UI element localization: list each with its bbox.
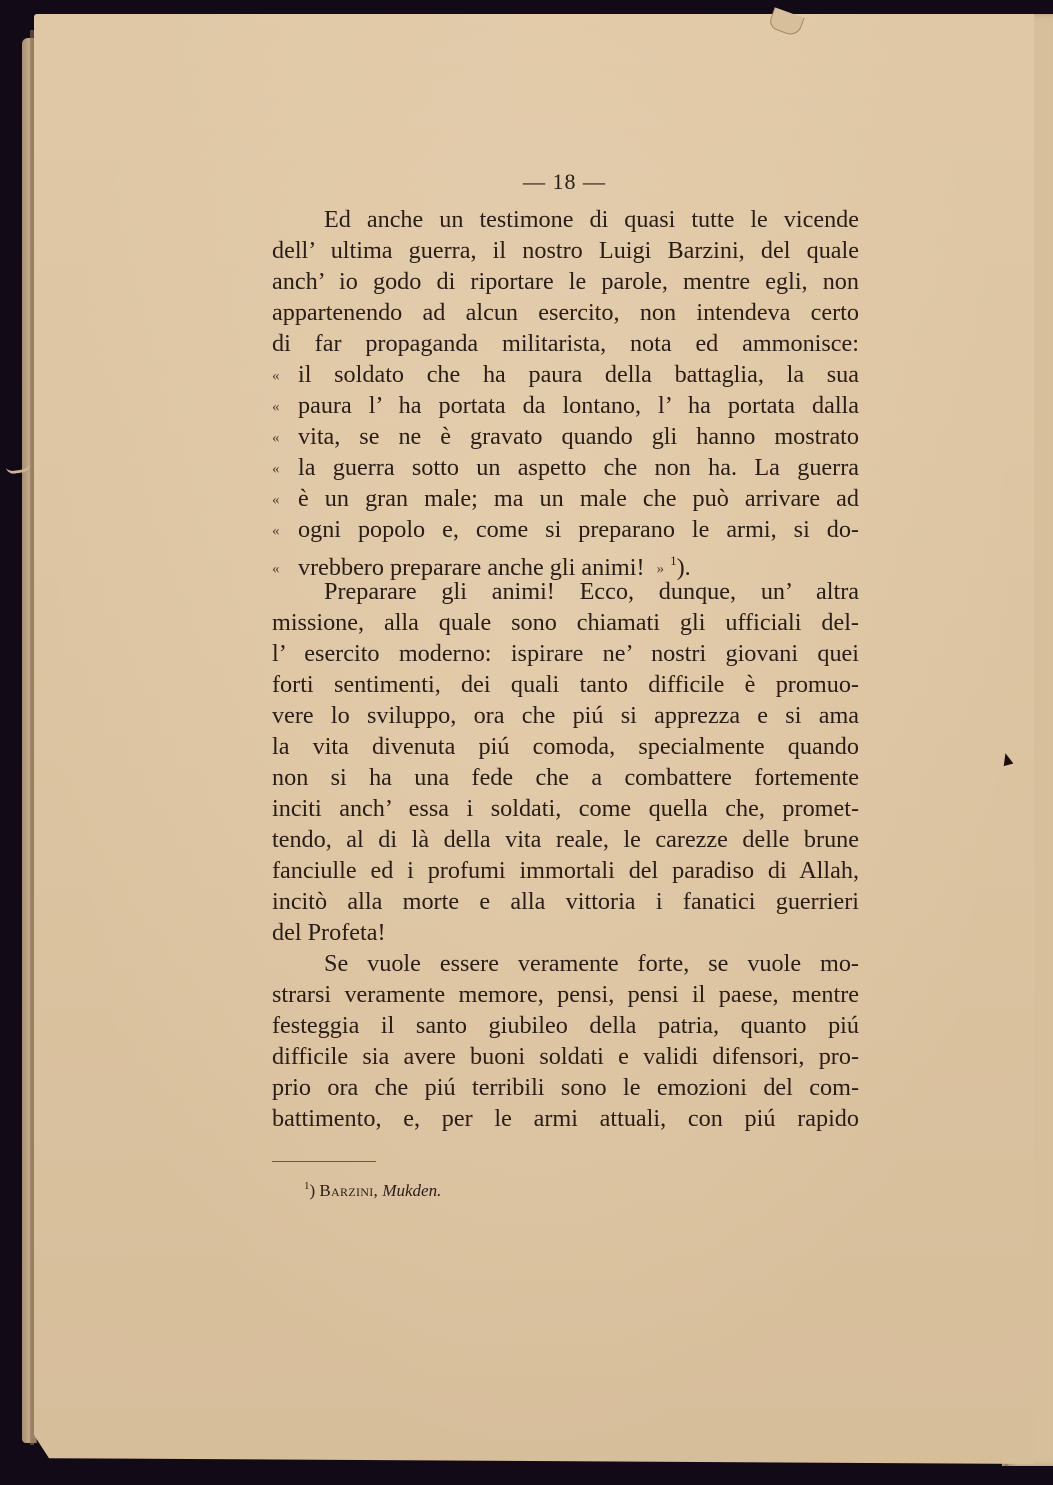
guillemet-open: « [272, 430, 280, 446]
page-number: — 18 — [523, 169, 606, 194]
footnote-author: Barzini, [319, 1181, 379, 1200]
text-line: prio ora che piú terribili sono le emozioni del com- [272, 1074, 859, 1101]
quoted-text: il soldato che ha paura della battaglia, la sua [298, 361, 859, 388]
guillemet-open: « [272, 399, 280, 415]
guillemet-close: » [656, 561, 665, 577]
text-line: dell’ ultima guerra, il nostro Luigi Barzini, del quale [272, 237, 859, 264]
text-line: battimento, e, per le armi attuali, con piú rapido [272, 1105, 859, 1132]
quoted-line [272, 390, 859, 421]
footnote-separator [272, 1161, 376, 1162]
text-line: la vita divenuta piú comoda, specialmente quando [272, 733, 859, 760]
guillemet-open: « [272, 523, 280, 539]
text-line: anch’ io godo di riportare le parole, mentre egli, non [272, 268, 859, 295]
text-line: non si ha una fede che a combattere fortemente [272, 764, 859, 791]
text-line: di far propaganda militarista, nota ed ammonisce: [272, 330, 859, 357]
quoted-line [272, 514, 859, 545]
text-line: l’ esercito moderno: ispirare ne’ nostri giovani quei [272, 640, 859, 667]
quoted-text: è un gran male; ma un male che può arrivare ad [298, 485, 859, 512]
footnote-marker-close: ) [309, 1181, 316, 1200]
text-line: Preparare gli animi! Ecco, dunque, un’ altra [324, 578, 859, 605]
quoted-text: paura l’ ha portata da lontano, l’ ha portata dalla [298, 392, 859, 419]
guillemet-open: « [272, 461, 280, 477]
text-line: del Profeta! [272, 919, 386, 946]
text-line: difficile sia avere buoni soldati e validi difensori, pro- [272, 1043, 859, 1070]
paragraph-1 [272, 204, 859, 359]
text-line: incitò alla morte e alla vittoria i fanatici guerrieri [272, 888, 859, 915]
text-line: tendo, al di là della vita reale, le carezze delle brune [272, 826, 859, 853]
page-text-block [272, 160, 859, 1134]
guillemet-open: « [272, 561, 280, 577]
quoted-line [272, 452, 859, 483]
text-line: strarsi veramente memore, pensi, pensi il paese, mentre [272, 981, 859, 1008]
quotation-block [272, 359, 859, 581]
text-line: forti sentimenti, dei quali tanto difficile è promuo- [272, 671, 859, 698]
text-line: missione, alla quale sono chiamati gli ufficiali del- [272, 609, 859, 636]
quoted-line [272, 545, 859, 581]
text-line: vere lo sviluppo, ora che piú si apprezza e si ama [272, 702, 859, 729]
text-line: Se vuole essere veramente forte, se vuole mo- [324, 950, 859, 977]
guillemet-open: « [272, 368, 280, 384]
footnote-reference[interactable]: 1 [670, 553, 677, 568]
quoted-line [272, 483, 859, 514]
quoted-text: vrebbero preparare anche gli animi! [298, 554, 645, 581]
footnote-marker: 1 [304, 1180, 310, 1192]
footnote-title: Mukden. [382, 1181, 442, 1200]
text-line: festeggia il santo giubileo della patria, quanto piú [272, 1012, 859, 1039]
quoted-text: vita, se ne è gravato quando gli hanno mostrato [298, 423, 859, 450]
guillemet-open: « [272, 492, 280, 508]
text-line: inciti anch’ essa i soldati, come quella che, promet- [272, 795, 859, 822]
paragraph-4 [272, 948, 859, 1134]
left-gutter-line [30, 30, 34, 1445]
footnote [304, 1180, 441, 1201]
paragraph-3 [272, 576, 859, 948]
quoted-text: ogni popolo e, come si preparano le armi, si do- [298, 516, 859, 543]
quoted-text: la guerra sotto un aspetto che non ha. La guerra [298, 454, 859, 481]
quoted-line [272, 359, 859, 390]
footnote-ref-close: ). [676, 554, 691, 581]
text-line: appartenendo ad alcun esercito, non intendeva certo [272, 299, 859, 326]
quoted-line [272, 421, 859, 452]
text-line: fanciulle ed i profumi immortali del paradiso di Allah, [272, 857, 859, 884]
text-line: Ed anche un testimone di quasi tutte le vicende [324, 206, 859, 233]
